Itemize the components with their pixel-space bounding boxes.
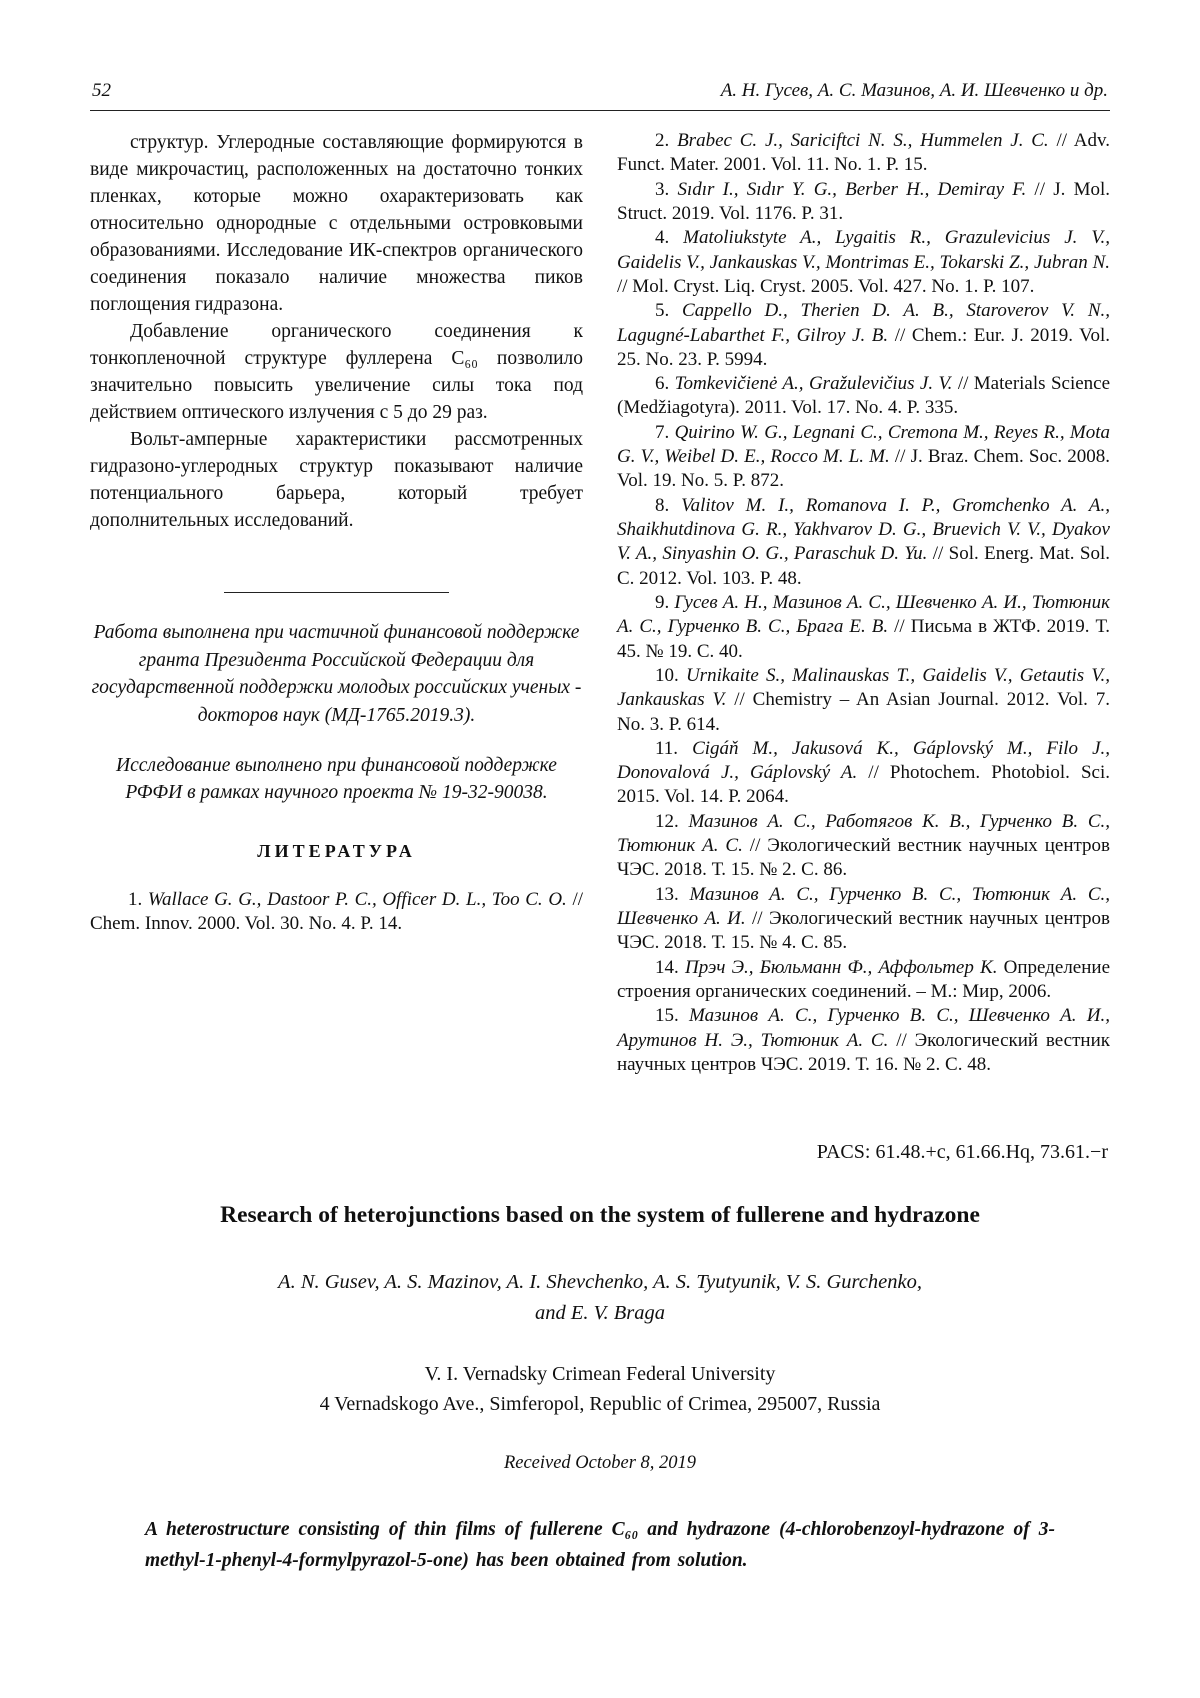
right-column: [617, 129, 1110, 1077]
reference-authors: Quirino W. G., Legnani C., Cremona M., Reyes R., Mota G. V., Weibel D. E., Rocco M. L. M.: [617, 421, 1110, 468]
reference-item: [617, 956, 1110, 1005]
reference-number: 13.: [655, 883, 690, 905]
authors-line-2: and E. V. Braga: [534, 1301, 666, 1324]
reference-number: 10.: [655, 664, 686, 686]
reference-authors: Tomkevičienė A., Gražulevičius J. V.: [674, 373, 953, 395]
affiliation-line-1: V. I. Vernadsky Crimean Federal University: [424, 1362, 776, 1385]
body-paragraph: Вольт-амперные характеристики рассмотренных гидразоно-углеродных структур показывают наличие потенциального барьера, который требует дополнительных исследований.: [90, 429, 583, 531]
reference-number: 1.: [128, 889, 148, 911]
running-head-authors: А. Н. Гусев, А. С. Мазинов, А. И. Шевченко и др.: [720, 80, 1108, 101]
reference-authors: Cigáň M., Jakusová K., Gáplovský M., Filo J., Donovalová J., Gáplovský A.: [617, 737, 1111, 784]
reference-text: // Mol. Cryst. Liq. Cryst. 2005. Vol. 427. No. 1. P. 107.: [617, 275, 1035, 297]
reference-authors: Matoliukstyte A., Lygaitis R., Grazulevicius J. V., Gaidelis V., Jankauskas V., Montrimas E., Tokarski Z., Jubran N.: [617, 227, 1111, 273]
reference-number: 2.: [655, 130, 678, 151]
reference-text: // Экологический вестник научных центров ЧЭС. 2019. Т. 16. № 2. С. 48.: [617, 1029, 1110, 1075]
reference-authors: Wallace G. G., Dastoor P. C., Officer D. L., Too C. O.: [147, 889, 567, 911]
footnote-rule: [224, 592, 449, 593]
reference-authors: Valitov M. I., Romanova I. P., Gromchenko A. A., Shaikhutdinova G. R., Yakhvarov D. G., Bruevich V. V., Dyakov V. A., Sinyashin O. G., Paraschuk D. Yu.: [617, 494, 1111, 565]
article-title-english: Research of heterojunctions based on the system of fullerene and hydrazone: [220, 1202, 980, 1229]
abstract-english: A heterostructure consisting of thin films of fullerene C₆₀ and hydrazone (4-chlorobenzoyl-hydrazone of 3-methyl-1-phenyl-4-formylpyrazol-5-one) has been obtained from solution.: [145, 1518, 1055, 1571]
reference-text: // Materials Science (Medžiagotyra). 2011. Vol. 17. No. 4. P. 335.: [617, 373, 1111, 419]
reference-text: // Chem. Innov. 2000. Vol. 30. No. 4. P. 14.: [90, 889, 584, 935]
reference-authors: Brabec C. J., Sariciftci N. S., Hummelen J. C.: [677, 130, 1049, 151]
reference-item: [617, 178, 1110, 227]
reference-text: Определение строения органических соединений. – М.: Мир, 2006.: [617, 956, 1111, 1002]
reference-authors: Мазинов А. С., Работягов К. В., Гурченко В. С., Тютюник А. С.: [617, 810, 1110, 857]
left-column: [90, 129, 583, 1077]
reference-number: 6.: [655, 373, 675, 395]
reference-number: 11.: [655, 737, 693, 759]
reference-item: [617, 226, 1110, 299]
reference-number: 14.: [655, 956, 685, 978]
reference-item: [617, 129, 1110, 178]
reference-authors: Мазинов А. С., Гурченко В. С., Шевченко А. И., Арутинов Н. Э., Тютюник А. С.: [617, 1005, 1111, 1051]
reference-authors: Sıdır I., Sıdır Y. G., Berber H., Demiray F.: [677, 178, 1027, 200]
authors-english: [90, 1267, 1110, 1329]
reference-text: // Экологический вестник научных центров ЧЭС. 2018. Т. 15. № 2. С. 86.: [617, 835, 1110, 881]
reference-item: [617, 810, 1110, 883]
reference-number: 4.: [655, 227, 684, 249]
references-list-right: [617, 129, 1110, 1077]
reference-authors: Cappello D., Therien D. A. B., Staroverov V. N., Lagugné-Labarthet F., Gilroy J. B.: [617, 300, 1110, 346]
reference-number: 5.: [655, 300, 683, 322]
reference-number: 9.: [655, 591, 675, 613]
reference-authors: Гусев А. Н., Мазинов А. С., Шевченко А. И., Тютюник А. С., Гурченко В. С., Брага Е. В.: [617, 591, 1110, 638]
reference-item: [617, 299, 1110, 372]
reference-number: 3.: [655, 178, 678, 200]
reference-item: [617, 1004, 1110, 1077]
funding-note-rfbr: Исследование выполнено при финансовой поддержке РФФИ в рамках научного проекта № 19-32-90038.: [116, 754, 557, 804]
pacs-line: PACS: 61.48.+c, 61.66.Hq, 73.61.−r: [816, 1141, 1108, 1164]
reference-text: // Photochem. Photobiol. Sci. 2015. Vol. 14. P. 2064.: [617, 762, 1111, 808]
references-list-left: [90, 888, 583, 937]
affiliation: [90, 1359, 1110, 1419]
reference-text: // Экологический вестник научных центров ЧЭС. 2018. Т. 15. № 4. С. 85.: [617, 908, 1110, 954]
reference-text: // J. Mol. Struct. 2019. Vol. 1176. P. 31.: [617, 178, 1111, 224]
reference-item: [617, 591, 1110, 664]
body-paragraph: Добавление органического соединения к тонкопленочной структуре фуллерена C₆₀ позволило значительно повысить увеличение силы тока под действием оптического излучения с 5 до 29 раз.: [90, 321, 583, 423]
english-title-block: [90, 1141, 1110, 1576]
reference-item: [90, 888, 583, 937]
reference-text: // Sol. Energ. Mat. Sol. C. 2012. Vol. 103. P. 48.: [617, 543, 1110, 589]
reference-text: // Chemistry – An Asian Journal. 2012. Vol. 7. No. 3. P. 614.: [617, 689, 1110, 735]
authors-line-1: A. N. Gusev, A. S. Mazinov, A. I. Shevchenko, A. S. Tyutyunik, V. S. Gurchenko,: [278, 1271, 922, 1294]
two-column-body: [90, 129, 1110, 1077]
reference-item: [617, 883, 1110, 956]
funding-note-president-grant: Работа выполнена при частичной финансовой поддержке гранта Президента Российской Федерации для государственной поддержки молодых российских ученых - докторов наук (МД-1765.2019.3).: [91, 622, 582, 727]
reference-authors: Прэч Э., Бюльманн Ф., Аффольтер К.: [684, 956, 998, 978]
reference-number: 15.: [655, 1005, 690, 1027]
header-rule: [90, 110, 1110, 111]
reference-item: [617, 421, 1110, 494]
references-heading: ЛИТЕРАТУРА: [257, 841, 416, 862]
reference-item: [617, 737, 1110, 810]
reference-item: [617, 372, 1110, 421]
reference-authors: Мазинов А. С., Гурченко В. С., Тютюник А. С., Шевченко А. И.: [617, 883, 1110, 929]
reference-item: [617, 664, 1110, 737]
received-date: Received October 8, 2019: [503, 1452, 697, 1473]
affiliation-line-2: 4 Vernadskogo Ave., Simferopol, Republic of Crimea, 295007, Russia: [319, 1392, 881, 1415]
reference-text: // Chem.: Eur. J. 2019. Vol. 25. No. 23. P. 5994.: [617, 324, 1110, 370]
reference-authors: Urnikaite S., Malinauskas T., Gaidelis V., Getautis V., Jankauskas V.: [617, 664, 1110, 711]
page-header: [90, 80, 1110, 108]
reference-text: // J. Braz. Chem. Soc. 2008. Vol. 19. No. 5. P. 872.: [617, 446, 1111, 492]
reference-text: // Adv. Funct. Mater. 2001. Vol. 11. No. 1. P. 15.: [617, 130, 1111, 176]
body-paragraph: структур. Углеродные составляющие формируются в виде микрочастиц, расположенных на достаточно тонких пленках, которые можно охарактеризовать как относительно однородные с отдельными островковыми образованиями. Исследование ИК-спектров органического соединения показало наличие множества пиков поглощения гидразона.: [90, 132, 583, 315]
reference-item: [617, 494, 1110, 591]
page-number: 52: [92, 80, 111, 101]
reference-number: 12.: [655, 810, 689, 832]
reference-text: // Письма в ЖТФ. 2019. Т. 45. № 19. С. 40.: [617, 616, 1111, 662]
reference-number: 7.: [655, 421, 675, 443]
reference-number: 8.: [655, 494, 682, 516]
